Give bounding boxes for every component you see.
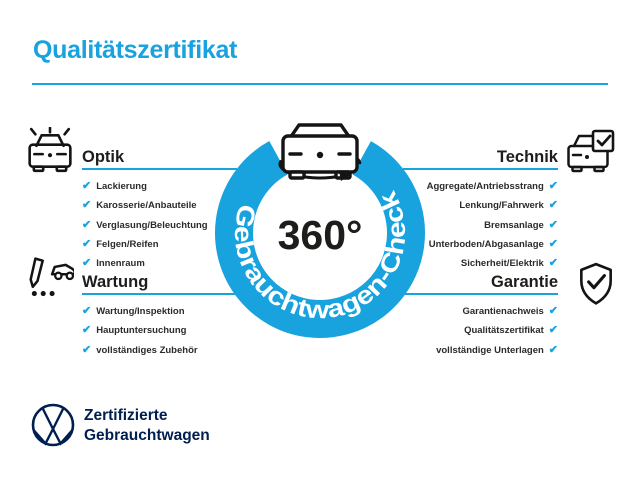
list-item-label: Lackierung (96, 181, 147, 193)
title-divider (32, 83, 608, 85)
check-icon: ✔ (82, 238, 92, 251)
check-icon: ✔ (548, 305, 558, 318)
check-icon: ✔ (548, 238, 558, 251)
pencil-checklist-car-icon (26, 256, 74, 304)
check-icon: ✔ (82, 324, 92, 337)
check-icon: ✔ (82, 305, 92, 318)
footer-claim (84, 406, 210, 446)
list-item-label: Qualitätszertifikat (464, 325, 544, 337)
list-item-label: Wartung/Inspektion (96, 306, 185, 318)
check-icon: ✔ (548, 257, 558, 270)
check-icon: ✔ (548, 343, 558, 356)
360-degree-check-badge (195, 108, 445, 358)
page-title: Qualitätszertifikat (33, 36, 238, 64)
list-item-label: Unterboden/Abgasanlage (428, 239, 544, 251)
list-item-label: Verglasung/Beleuchtung (96, 219, 208, 231)
list-item-label: Sicherheit/Elektrik (460, 258, 544, 270)
section-optik-title: Optik (82, 148, 125, 166)
list-item-label: Hauptuntersuchung (96, 325, 187, 337)
car-front-rotate-icon (283, 125, 357, 178)
list-item-label: Aggregate/Antriebsstrang (426, 181, 544, 193)
check-icon: ✔ (82, 180, 92, 193)
footer-claim-line1: Zertifizierte (84, 407, 168, 424)
section-wartung-title: Wartung (82, 273, 149, 291)
footer-claim-line2: Gebrauchtwagen (84, 427, 210, 444)
list-item-label: Bremsanlage (484, 219, 544, 231)
section-technik-title: Technik (496, 148, 558, 166)
check-icon: ✔ (82, 257, 92, 270)
shield-check-icon (577, 262, 615, 306)
check-icon: ✔ (548, 218, 558, 231)
list-item-label: vollständige Unterlagen (436, 344, 544, 356)
car-front-shine-icon (26, 127, 74, 175)
check-icon: ✔ (82, 343, 92, 356)
check-icon: ✔ (548, 324, 558, 337)
check-icon: ✔ (548, 180, 558, 193)
list-item-label: Lenkung/Fahrwerk (459, 200, 544, 212)
list-item-label: vollständiges Zubehör (96, 344, 198, 356)
degree-label: 360° (277, 212, 363, 258)
section-garantie-title: Garantie (491, 273, 558, 291)
check-icon: ✔ (548, 199, 558, 212)
list-item-label: Karosserie/Anbauteile (96, 200, 197, 212)
list-item-label: Innenraum (96, 258, 145, 270)
list-item-label: Garantienachweis (462, 306, 544, 318)
list-item-label: Felgen/Reifen (96, 239, 159, 251)
check-icon: ✔ (82, 218, 92, 231)
vw-logo (31, 403, 75, 447)
check-icon: ✔ (82, 199, 92, 212)
ring-label-text: Gebrauchtwagen-Check (228, 189, 412, 325)
car-front-checkbox-icon (566, 129, 616, 179)
